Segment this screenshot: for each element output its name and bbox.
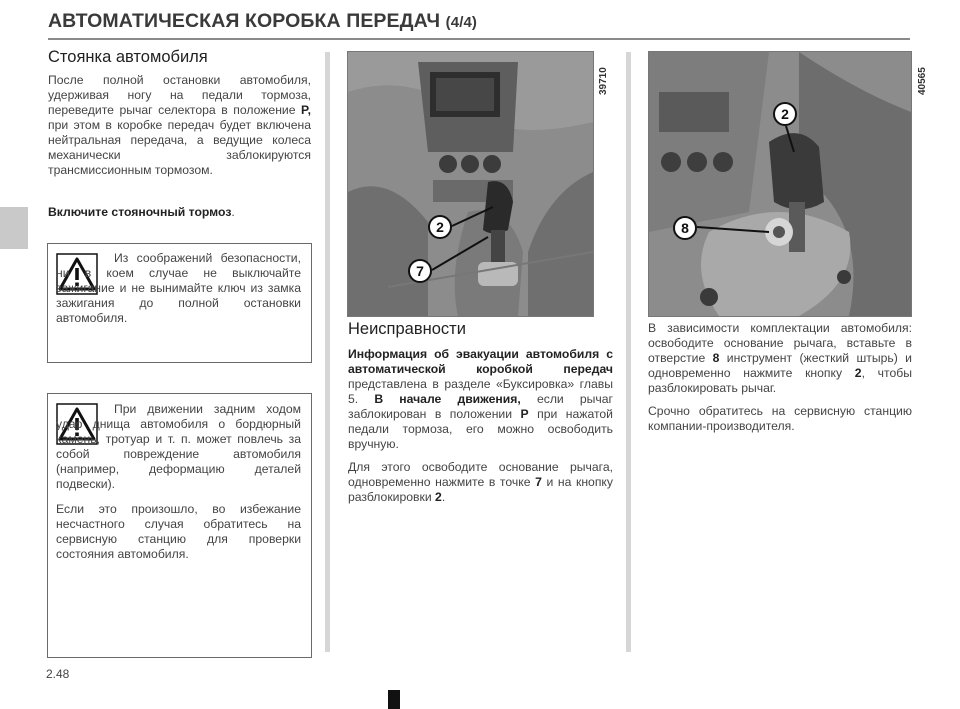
- figure-gear-lever: [347, 51, 594, 317]
- unlock-num-2: 2: [854, 366, 862, 380]
- page-number: 2.48: [46, 667, 70, 681]
- section-heading-malfunctions: Неисправности: [348, 320, 466, 338]
- column-separator-right: [626, 52, 631, 652]
- figure-number-39710: 39710: [598, 67, 609, 95]
- towing-paragraph: [348, 347, 613, 452]
- callout-7: 7: [408, 259, 432, 283]
- release-text-a: Для этого освободите основание рычага, одновременно нажмите в точке: [348, 460, 613, 489]
- unlock-text-a: В зависимости комплектации автомобиля: освободите основание рычага, вставьте в отверстие: [648, 321, 912, 365]
- column-separator-left: [325, 52, 330, 652]
- page-title-part: (4/4): [445, 14, 478, 31]
- callout-2: 2: [428, 215, 452, 239]
- parking-brake-instruction: [48, 205, 311, 220]
- service-paragraph: Срочно обратитесь на сервисную станцию компании-производителя.: [648, 404, 912, 433]
- release-text-c: .: [441, 490, 446, 504]
- release-paragraph: [348, 460, 613, 505]
- warning-box-reverse: [47, 393, 312, 658]
- binding-mark: [388, 690, 400, 709]
- parking-paragraph: [48, 73, 311, 178]
- callout-lines: [348, 52, 593, 316]
- towing-bold: Информация об эвакуации автомобиля с автоматической коробкой передач: [348, 347, 613, 376]
- release-text-b: и на кнопку разблокировки: [348, 475, 613, 504]
- unlock-paragraph: [648, 321, 912, 396]
- warning-text-reverse-1: При движении задним ходом удар днища автомобиля о бордюрный камень, тротуар и т. п. может повлечь за собой повреждение автомобиля (например, деформацию деталей подвески).: [56, 402, 301, 491]
- page-title: [48, 10, 477, 33]
- release-num-2: 2: [435, 490, 442, 504]
- callout-8: 8: [673, 216, 697, 240]
- unlock-text-b: инструмент (жесткий штырь) и одновременно нажмите кнопку: [648, 351, 912, 380]
- warning-box-ignition: [47, 243, 312, 363]
- parking-text-a: После полной остановки автомобиля, удерживая ногу на педали тормоза, переведите рычаг селектора в положение: [48, 73, 311, 117]
- callout-lines: [649, 52, 911, 316]
- unlock-num-8: 8: [712, 351, 720, 365]
- towing-text-c: при нажатой педали тормоза, его можно освободить вручную.: [348, 407, 613, 451]
- parking-brake-end: .: [231, 205, 235, 219]
- figure-number-40565: 40565: [917, 67, 928, 95]
- section-heading-parking: Стоянка автомобиля: [48, 48, 208, 66]
- unlock-text-c: , чтобы разблокировать рычаг.: [648, 366, 912, 395]
- towing-text-a: представлена в разделе «Буксировка» главы 5.: [348, 377, 613, 406]
- section-tab: [0, 207, 28, 249]
- release-num-7: 7: [535, 475, 542, 489]
- towing-text-p: P: [520, 407, 529, 421]
- page-title-text: АВТОМАТИЧЕСКАЯ КОРОБКА ПЕРЕДАЧ: [48, 10, 441, 32]
- towing-bold-2: В начале движения,: [374, 392, 521, 406]
- towing-text-b: если рычаг заблокирован в положении: [348, 392, 613, 421]
- parking-brake-bold: Включите стояночный тормоз: [48, 205, 232, 219]
- parking-text-b: при этом в коробке передач будет включена нейтральная передача, а ведущие колеса механически заблокируются трансмиссионным тормозом.: [48, 118, 311, 177]
- figure-lever-unlock: [648, 51, 912, 317]
- callout-2: 2: [773, 102, 797, 126]
- warning-text-reverse-2: Если это произошло, во избежание несчастного случая обратитесь на сервисную станцию для проверки состояния автомобиля.: [56, 502, 301, 561]
- warning-text-ignition: Из соображений безопасности, ни в коем случае не выключайте зажигание и не вынимайте ключ из замка зажигания до полной остановки автомобиля.: [56, 251, 301, 325]
- header-rule: [48, 38, 910, 40]
- parking-text-p: P,: [301, 103, 311, 117]
